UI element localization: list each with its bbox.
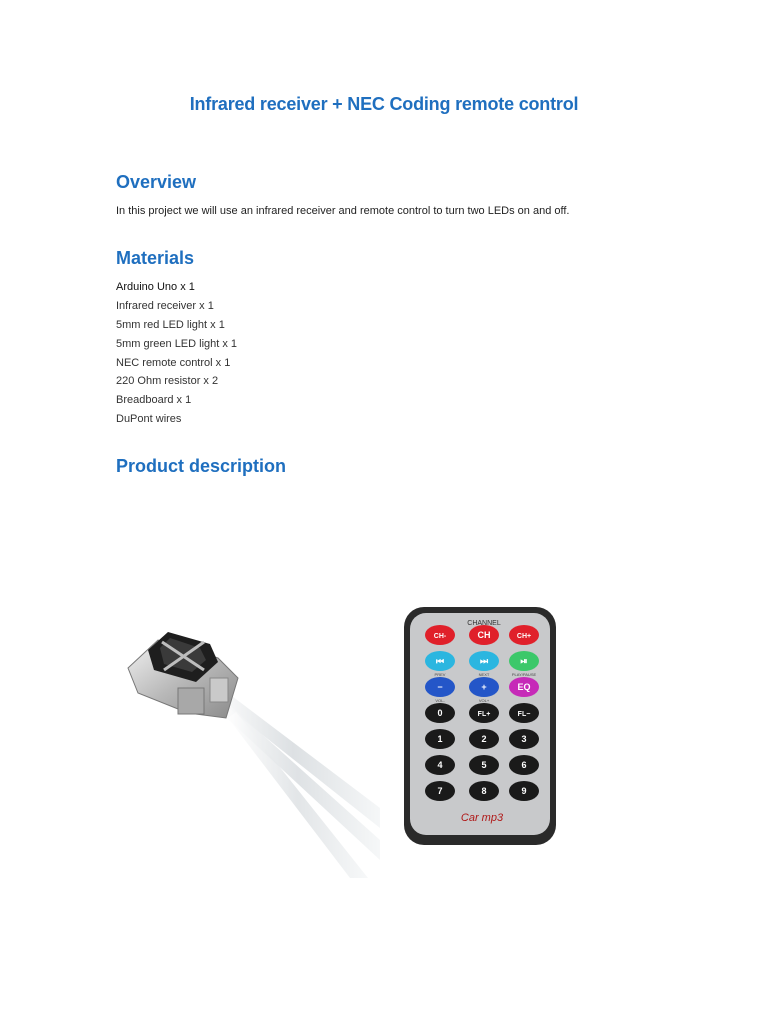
remote-button-label: 5 [481, 760, 487, 770]
product-description-heading: Product description [116, 456, 287, 476]
list-item: Arduino Uno x 1 [116, 281, 195, 293]
remote-button-label: 4 [437, 760, 443, 770]
remote-button-label: CH [477, 630, 491, 640]
list-item: 5mm red LED light x 1 [116, 318, 225, 331]
remote-button-label: EQ [517, 682, 531, 692]
overview-text: In this project we will use an infrared receiver and remote control to turn two LEDs on and off. [116, 205, 570, 217]
remote-button-label: 8 [481, 786, 487, 796]
list-item: Breadboard x 1 [116, 394, 192, 407]
remote-control-image [398, 603, 570, 849]
remote-small-label: VOL+ [478, 698, 490, 703]
remote-button-label: 9 [521, 786, 527, 796]
remote-button-label: 2 [481, 734, 487, 744]
remote-small-label: VOL- [435, 698, 445, 703]
remote-button-label: CH+ [516, 633, 532, 640]
remote-button-label: FL+ [477, 711, 491, 718]
remote-button-label: ⏯ [520, 656, 528, 666]
list-item: 220 Ohm resistor x 2 [116, 375, 219, 388]
materials-list [116, 280, 237, 431]
remote-button-label: 1 [437, 734, 443, 744]
overview-heading: Overview [116, 172, 197, 192]
page-title: Infrared receiver + NEC Coding remote control [189, 94, 579, 114]
remote-button-label: CH- [433, 633, 447, 640]
list-item: 5mm green LED light x 1 [116, 337, 238, 350]
remote-button-label: 0 [437, 708, 443, 718]
ir-receiver-image [118, 578, 383, 880]
remote-button-label: + [481, 682, 487, 692]
list-item: Infrared receiver x 1 [116, 299, 214, 312]
remote-button-label: FL− [517, 711, 531, 718]
list-item: NEC remote control x 1 [116, 356, 231, 369]
remote-small-label: PREV [434, 672, 446, 677]
remote-small-label: PLAY/PAUSE [511, 672, 537, 677]
brand-logo: Car mp3 [460, 812, 504, 824]
remote-button-label: 3 [521, 734, 527, 744]
remote-button-label: 7 [437, 786, 443, 796]
remote-button-label: ⏭ [479, 656, 489, 666]
materials-heading: Materials [116, 248, 195, 268]
channel-label: CHANNEL [467, 620, 501, 627]
remote-small-label: NEXT [478, 672, 490, 677]
list-item: DuPont wires [116, 413, 182, 426]
remote-button-label: 6 [521, 760, 527, 770]
remote-button-label: ⏮ [435, 656, 445, 666]
remote-button-label: − [437, 682, 443, 692]
